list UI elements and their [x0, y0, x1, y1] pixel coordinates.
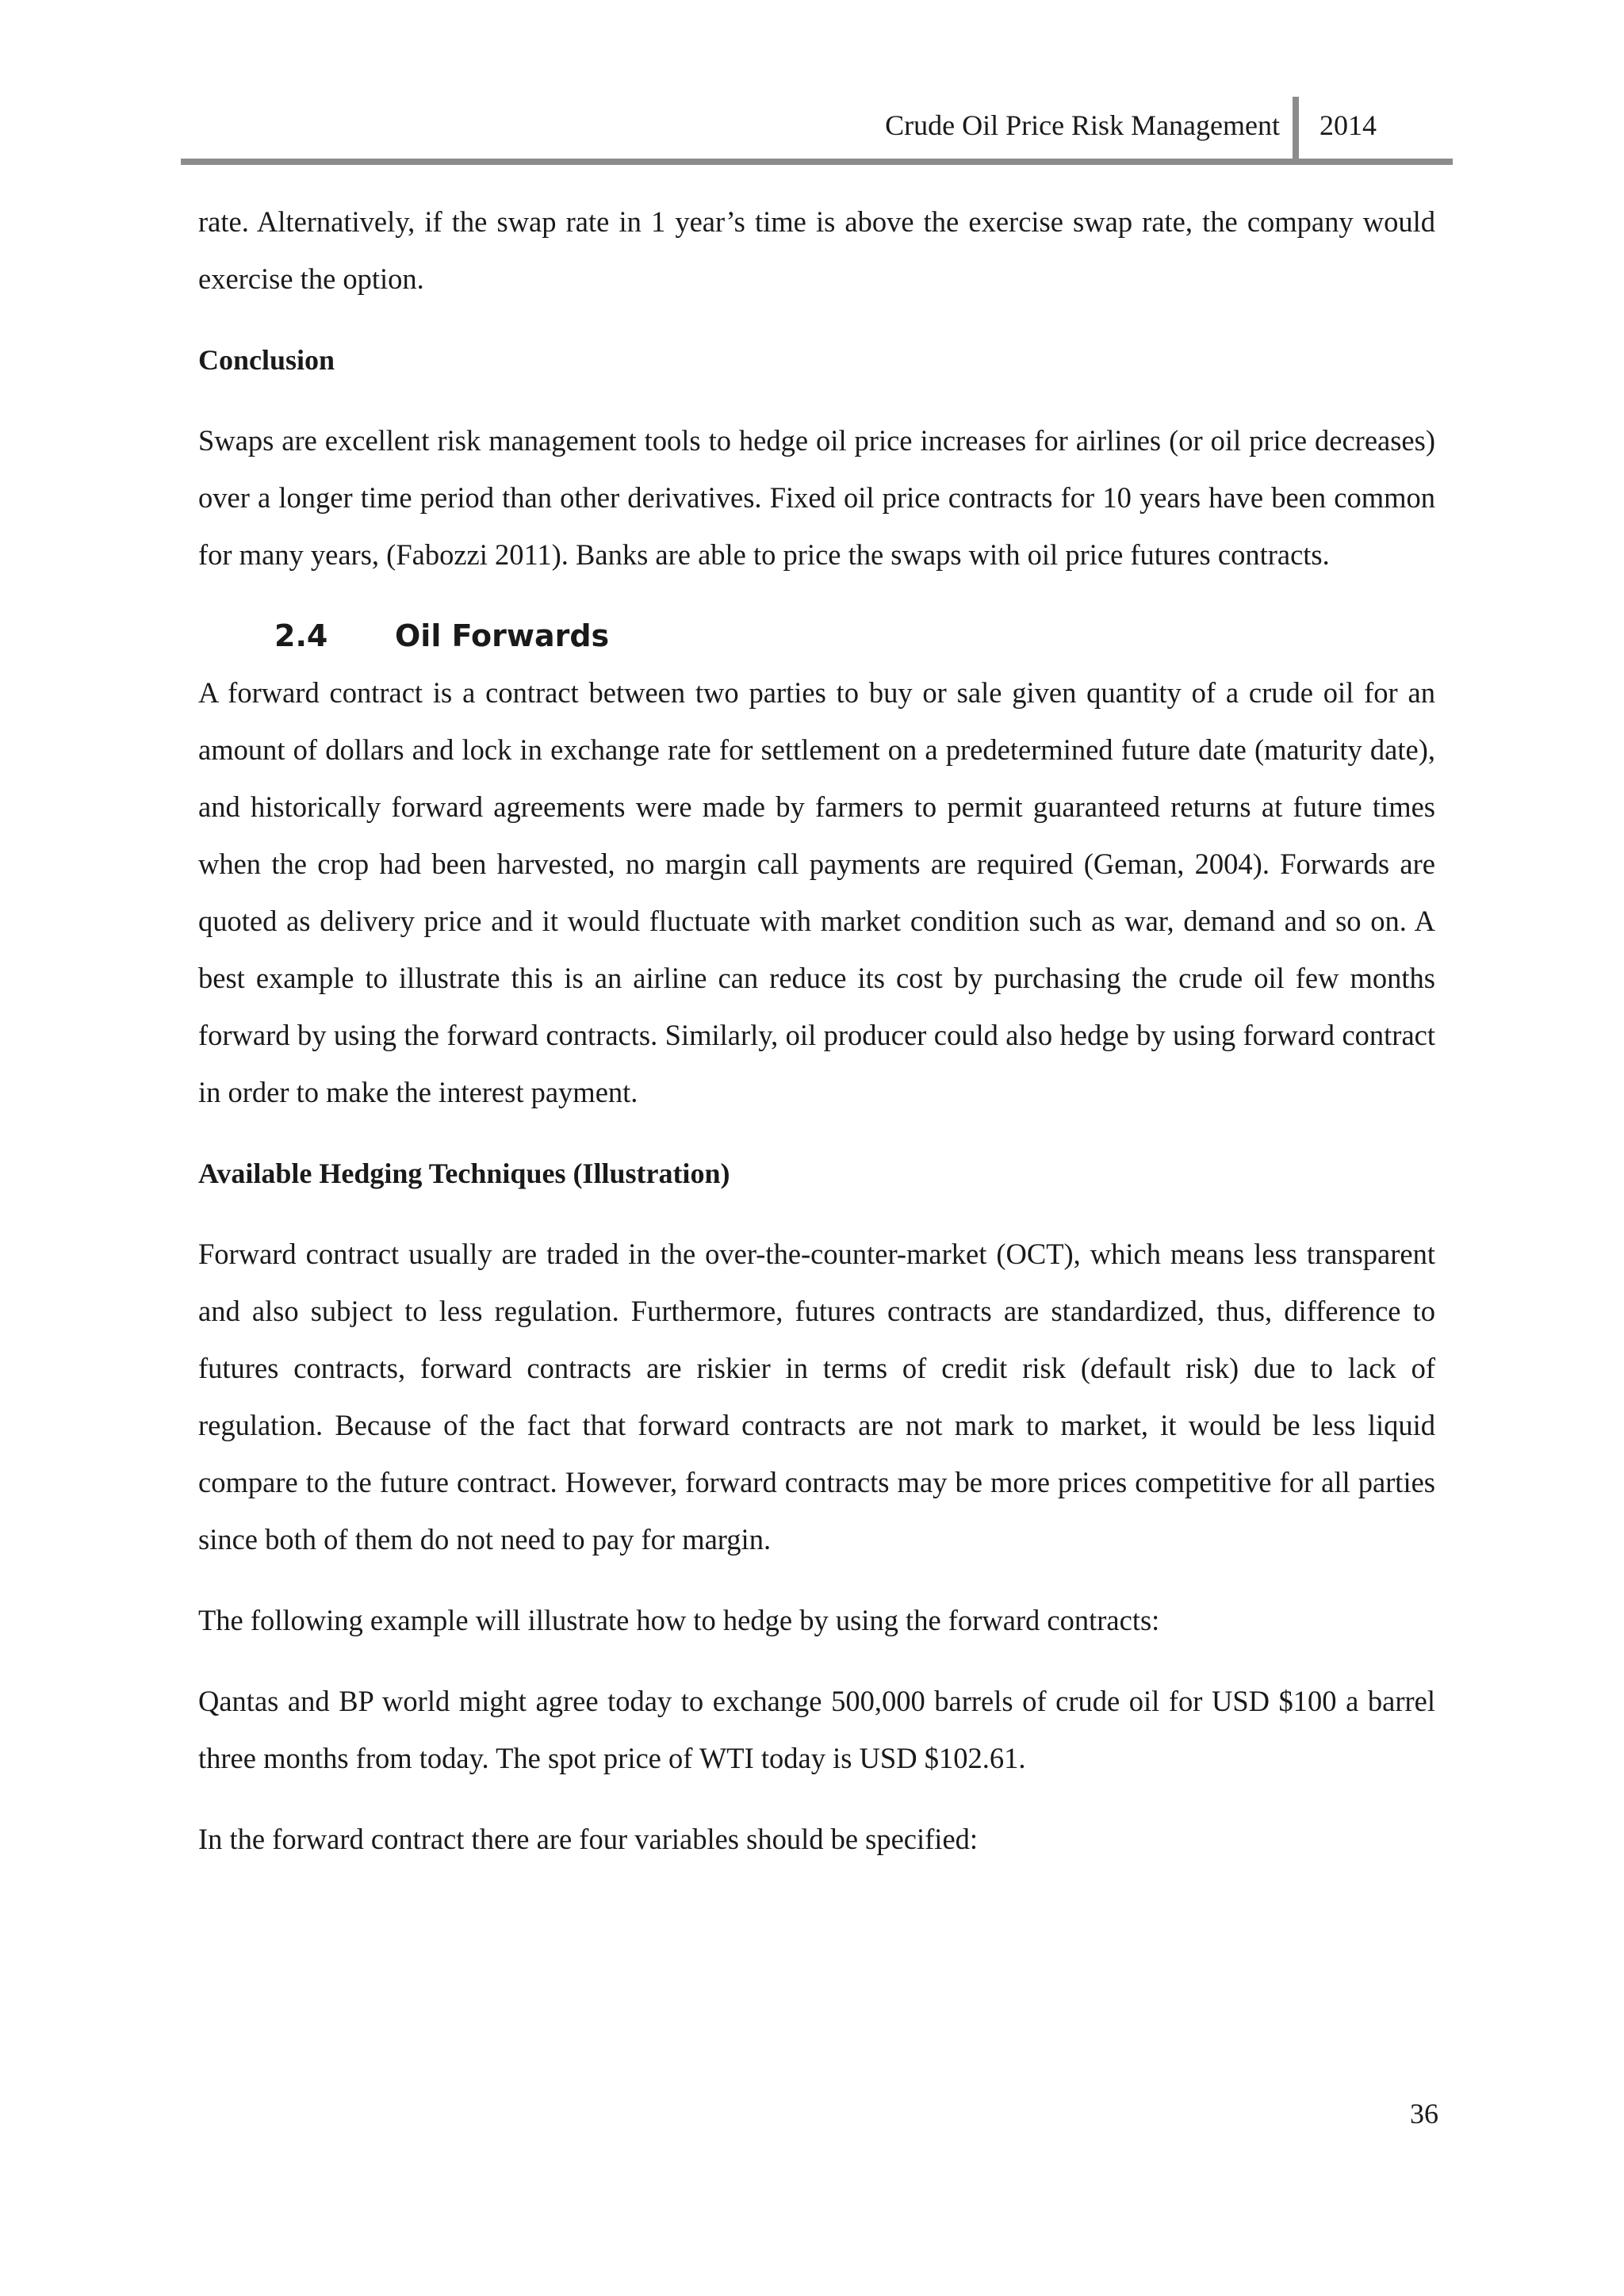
header-title: Crude Oil Price Risk Management	[885, 109, 1280, 141]
page-header	[181, 92, 1453, 165]
section-heading	[198, 607, 1435, 664]
hedging-heading: Available Hedging Techniques (Illustration)	[198, 1158, 730, 1189]
header-year: 2014	[1320, 109, 1377, 141]
section-number: 2.4	[274, 618, 328, 653]
conclusion-paragraph: Swaps are excellent risk management tools to hedge oil price increases for airlines (or oil price decreases) over a longer time period than other derivatives. Fixed oil price contracts for 10 years have been common for many years, (Fabozzi 2011). Banks are able to price the swaps with oil price futures contracts.	[198, 424, 1435, 571]
forward-definition-paragraph: A forward contract is a contract between two parties to buy or sale given quantity of a crude oil for an amount of dollars and lock in exchange rate for settlement on a predetermined future date (maturity date), and historically forward agreements were made by farmers to permit guaranteed returns at future times when the crop had been harvested, no margin call payments are required (Geman, 2004). Forwards are quoted as delivery price and it would fluctuate with market condition such as war, demand and so on. A best example to illustrate this is an airline can reduce its cost by purchasing the crude oil few months forward by using the forward contracts. Similarly, oil producer could also hedge by using forward contract in order to make the interest payment.	[198, 676, 1435, 1108]
page-number: 36	[1410, 2098, 1438, 2130]
page-body	[198, 193, 1435, 1868]
example-intro-paragraph: The following example will illustrate how to hedge by using the forward contracts:	[198, 1604, 1160, 1636]
variables-paragraph: In the forward contract there are four variables should be specified:	[198, 1823, 979, 1855]
header-rule	[181, 159, 1453, 165]
section-title: Oil Forwards	[395, 618, 610, 653]
header-divider	[1293, 97, 1299, 162]
conclusion-heading: Conclusion	[198, 344, 335, 376]
hedging-paragraph: Forward contract usually are traded in the over-the-counter-market (OCT), which means less transparent and also subject to less regulation. Furthermore, futures contracts are standardized, thus, difference to futures contracts, forward contracts are riskier in terms of credit risk (default risk) due to lack of regulation. Because of the fact that forward contracts are not mark to market, it would be less liquid compare to the future contract. However, forward contracts may be more prices competitive for all parties since both of them do not need to pay for margin.	[198, 1238, 1435, 1556]
example-paragraph: Qantas and BP world might agree today to exchange 500,000 barrels of crude oil for USD $100 a barrel three months from today. The spot price of WTI today is USD $102.61.	[198, 1685, 1435, 1774]
intro-paragraph: rate. Alternatively, if the swap rate in 1 year’s time is above the exercise swap rate, the company would exercise the option.	[198, 205, 1435, 295]
